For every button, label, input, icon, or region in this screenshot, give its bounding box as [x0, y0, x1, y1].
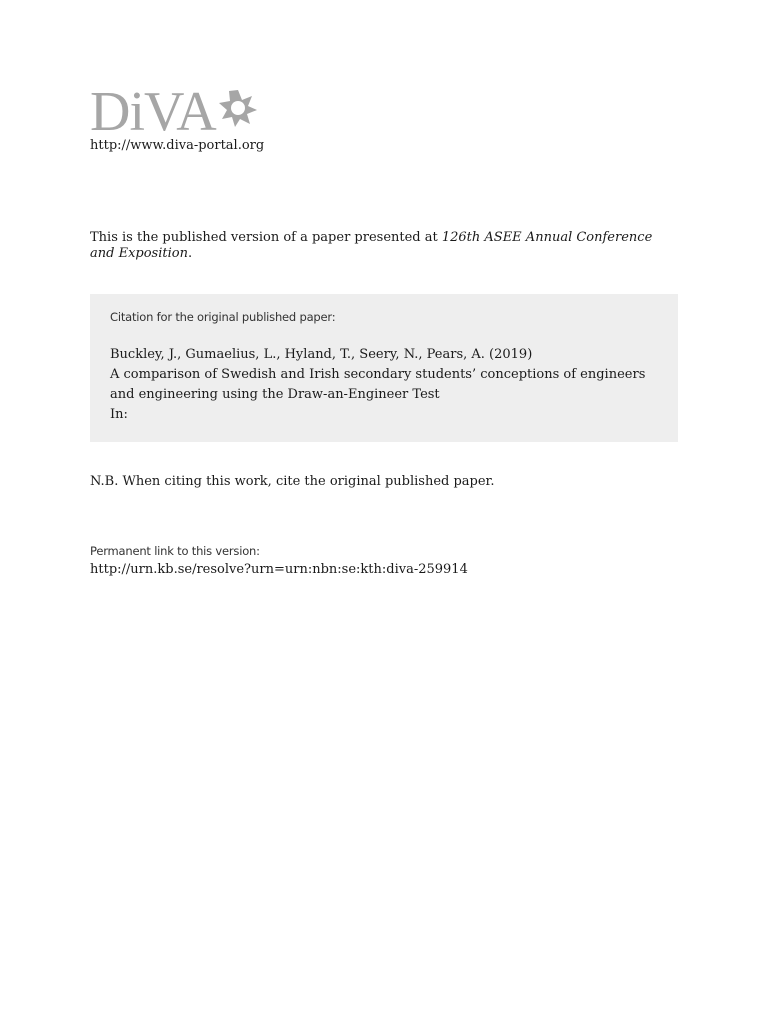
- citation-box: [90, 294, 678, 442]
- intro-suffix: .: [187, 246, 193, 261]
- permanent-link-label: Permanent link to this version:: [90, 544, 260, 558]
- intro-paragraph: [90, 230, 680, 262]
- star-outline-icon: [218, 88, 258, 128]
- conference-name: 126th ASEE Annual Conference and Exposition: [90, 230, 653, 261]
- intro-text: This is the published version of a paper presented at: [90, 230, 442, 245]
- citation-in: In:: [110, 407, 128, 422]
- citation-title: A comparison of Swedish and Irish secondary students’ conceptions of engineers and engineering using the Draw-an-Engineer Test: [110, 367, 646, 402]
- diva-logo: [90, 81, 258, 143]
- logo-text: DiVA: [90, 81, 216, 143]
- citation-authors: Buckley, J., Gumaelius, L., Hyland, T., Seery, N., Pears, A. (2019): [110, 347, 533, 362]
- citation-note: N.B. When citing this work, cite the original published paper.: [90, 474, 495, 489]
- citation-body: [110, 345, 666, 425]
- diva-portal-link[interactable]: http://www.diva-portal.org: [90, 138, 265, 153]
- permanent-link[interactable]: http://urn.kb.se/resolve?urn=urn:nbn:se:kth:diva-259914: [90, 562, 468, 577]
- citation-label: Citation for the original published paper:: [110, 310, 336, 324]
